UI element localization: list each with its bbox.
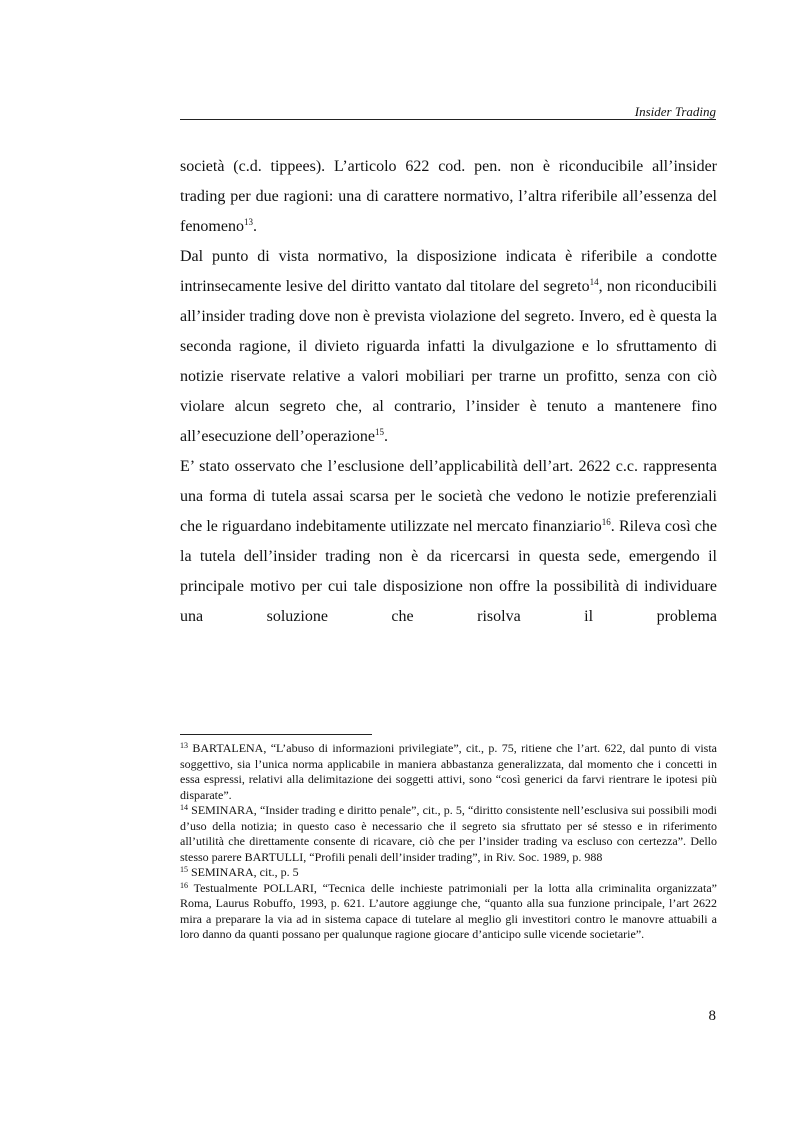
footnote-text: BARTALENA, “L’abuso di informazioni privilegiate”, cit., p. 75, ritiene che l’art. 622, dal punto di vista soggettivo, sia l’unica norma applicabile in maniera abbastanza generalizzata, dal momento che i concetti in essa espressi, relativi alla delimitazione dei soggetti attivi, sono “così generici da farvi rientrare le ipotesi più disparate”. [180,741,717,802]
footnote-ref[interactable]: 14 [589,277,599,287]
footnote-separator [180,734,372,735]
paragraph-text: società (c.d. tippees). L’articolo 622 cod. pen. non è riconducibile all’insider trading per due ragioni: una di carattere normativo, l’altra riferibile all’essenza del fenomeno [180,158,717,235]
footnote [180,803,717,865]
footnote-number: 16 [180,880,188,890]
running-header [180,103,716,120]
footnote-text: SEMINARA, cit., p. 5 [188,865,299,879]
footnote-number: 15 [180,865,188,874]
footnote-number: 14 [180,803,188,812]
footnote-ref[interactable]: 13 [243,217,253,227]
paragraph-text: . Rileva così che la tutela dell’insider trading non è da ricercarsi in questa sede, emergendo il principale motivo per cui tale disposizione non offre la possibilità di individuare una soluzione che risolva il problema [180,518,717,625]
running-title: Insider Trading [634,104,716,119]
paragraph-text: E’ stato osservato che l’esclusione dell’applicabilità dell’art. 2622 c.c. rappresenta una forma di tutela assai scarsa per le società che vedono le notizie preferenziali che le riguardano indebitamente utilizzate nel mercato finanziario [180,458,717,535]
footnote-ref[interactable]: 16 [601,517,611,527]
paragraph-text: Dal punto di vista normativo, la disposizione indicata è riferibile a condotte intrinsecamente lesive del diritto vantato dal titolare del segreto [180,248,717,295]
footnotes [180,741,717,943]
footnote-text: Testualmente POLLARI, “Tecnica delle inchieste patrimoniali per la lotta alla criminalita organizzata” Roma, Laurus Robuffo, 1993, p. 621. L’autore aggiunge che, “quanto alla sua funzione principale, l’art 2622 mira a preparare la via ad in sistema capace di tutelare al meglio gli investitori contro le manovre attuabili a loro danno da quanti possano per qualunque ragione giocare d’anticipo sulle vicende societarie”. [180,880,717,941]
footnote-ref[interactable]: 15 [375,427,384,437]
footnote-number: 13 [180,741,188,750]
footnote [180,865,717,881]
footnote [180,881,717,943]
paragraph-text: . [252,218,257,235]
body-paragraph [180,452,717,632]
page-number: 8 [708,1008,716,1024]
body-paragraph [180,242,717,452]
body-paragraph [180,152,717,242]
footnote [180,741,717,803]
footnote-text: SEMINARA, “Insider trading e diritto penale”, cit., p. 5, “diritto consistente nell’esclusiva sui possibili modi d’uso della notizia; in questo caso è necessario che il segreto sia sfruttato per sé stesso e in riferimento all’utilità che direttamente consente di ricavare, ciò che per l’insider trading va escluso con certezza”. Dello stesso parere BARTULLI, “Profili penali dell’insider trading”, in Riv. Soc. 1989, p. 988 [180,803,717,864]
paragraph-text: . [384,428,388,445]
paragraph-text: , non riconducibili all’insider trading dove non è prevista violazione del segreto. Invero, ed è questa la seconda ragione, il divieto riguarda infatti la divulgazione e lo sfruttamento di notizie riservate relative a valori mobiliari per trarne un profitto, senza con ciò violare alcun segreto che, al contrario, l’insider è tenuto a mantenere fino all’esecuzione dell’operazione [180,278,718,445]
body-text [180,152,717,632]
